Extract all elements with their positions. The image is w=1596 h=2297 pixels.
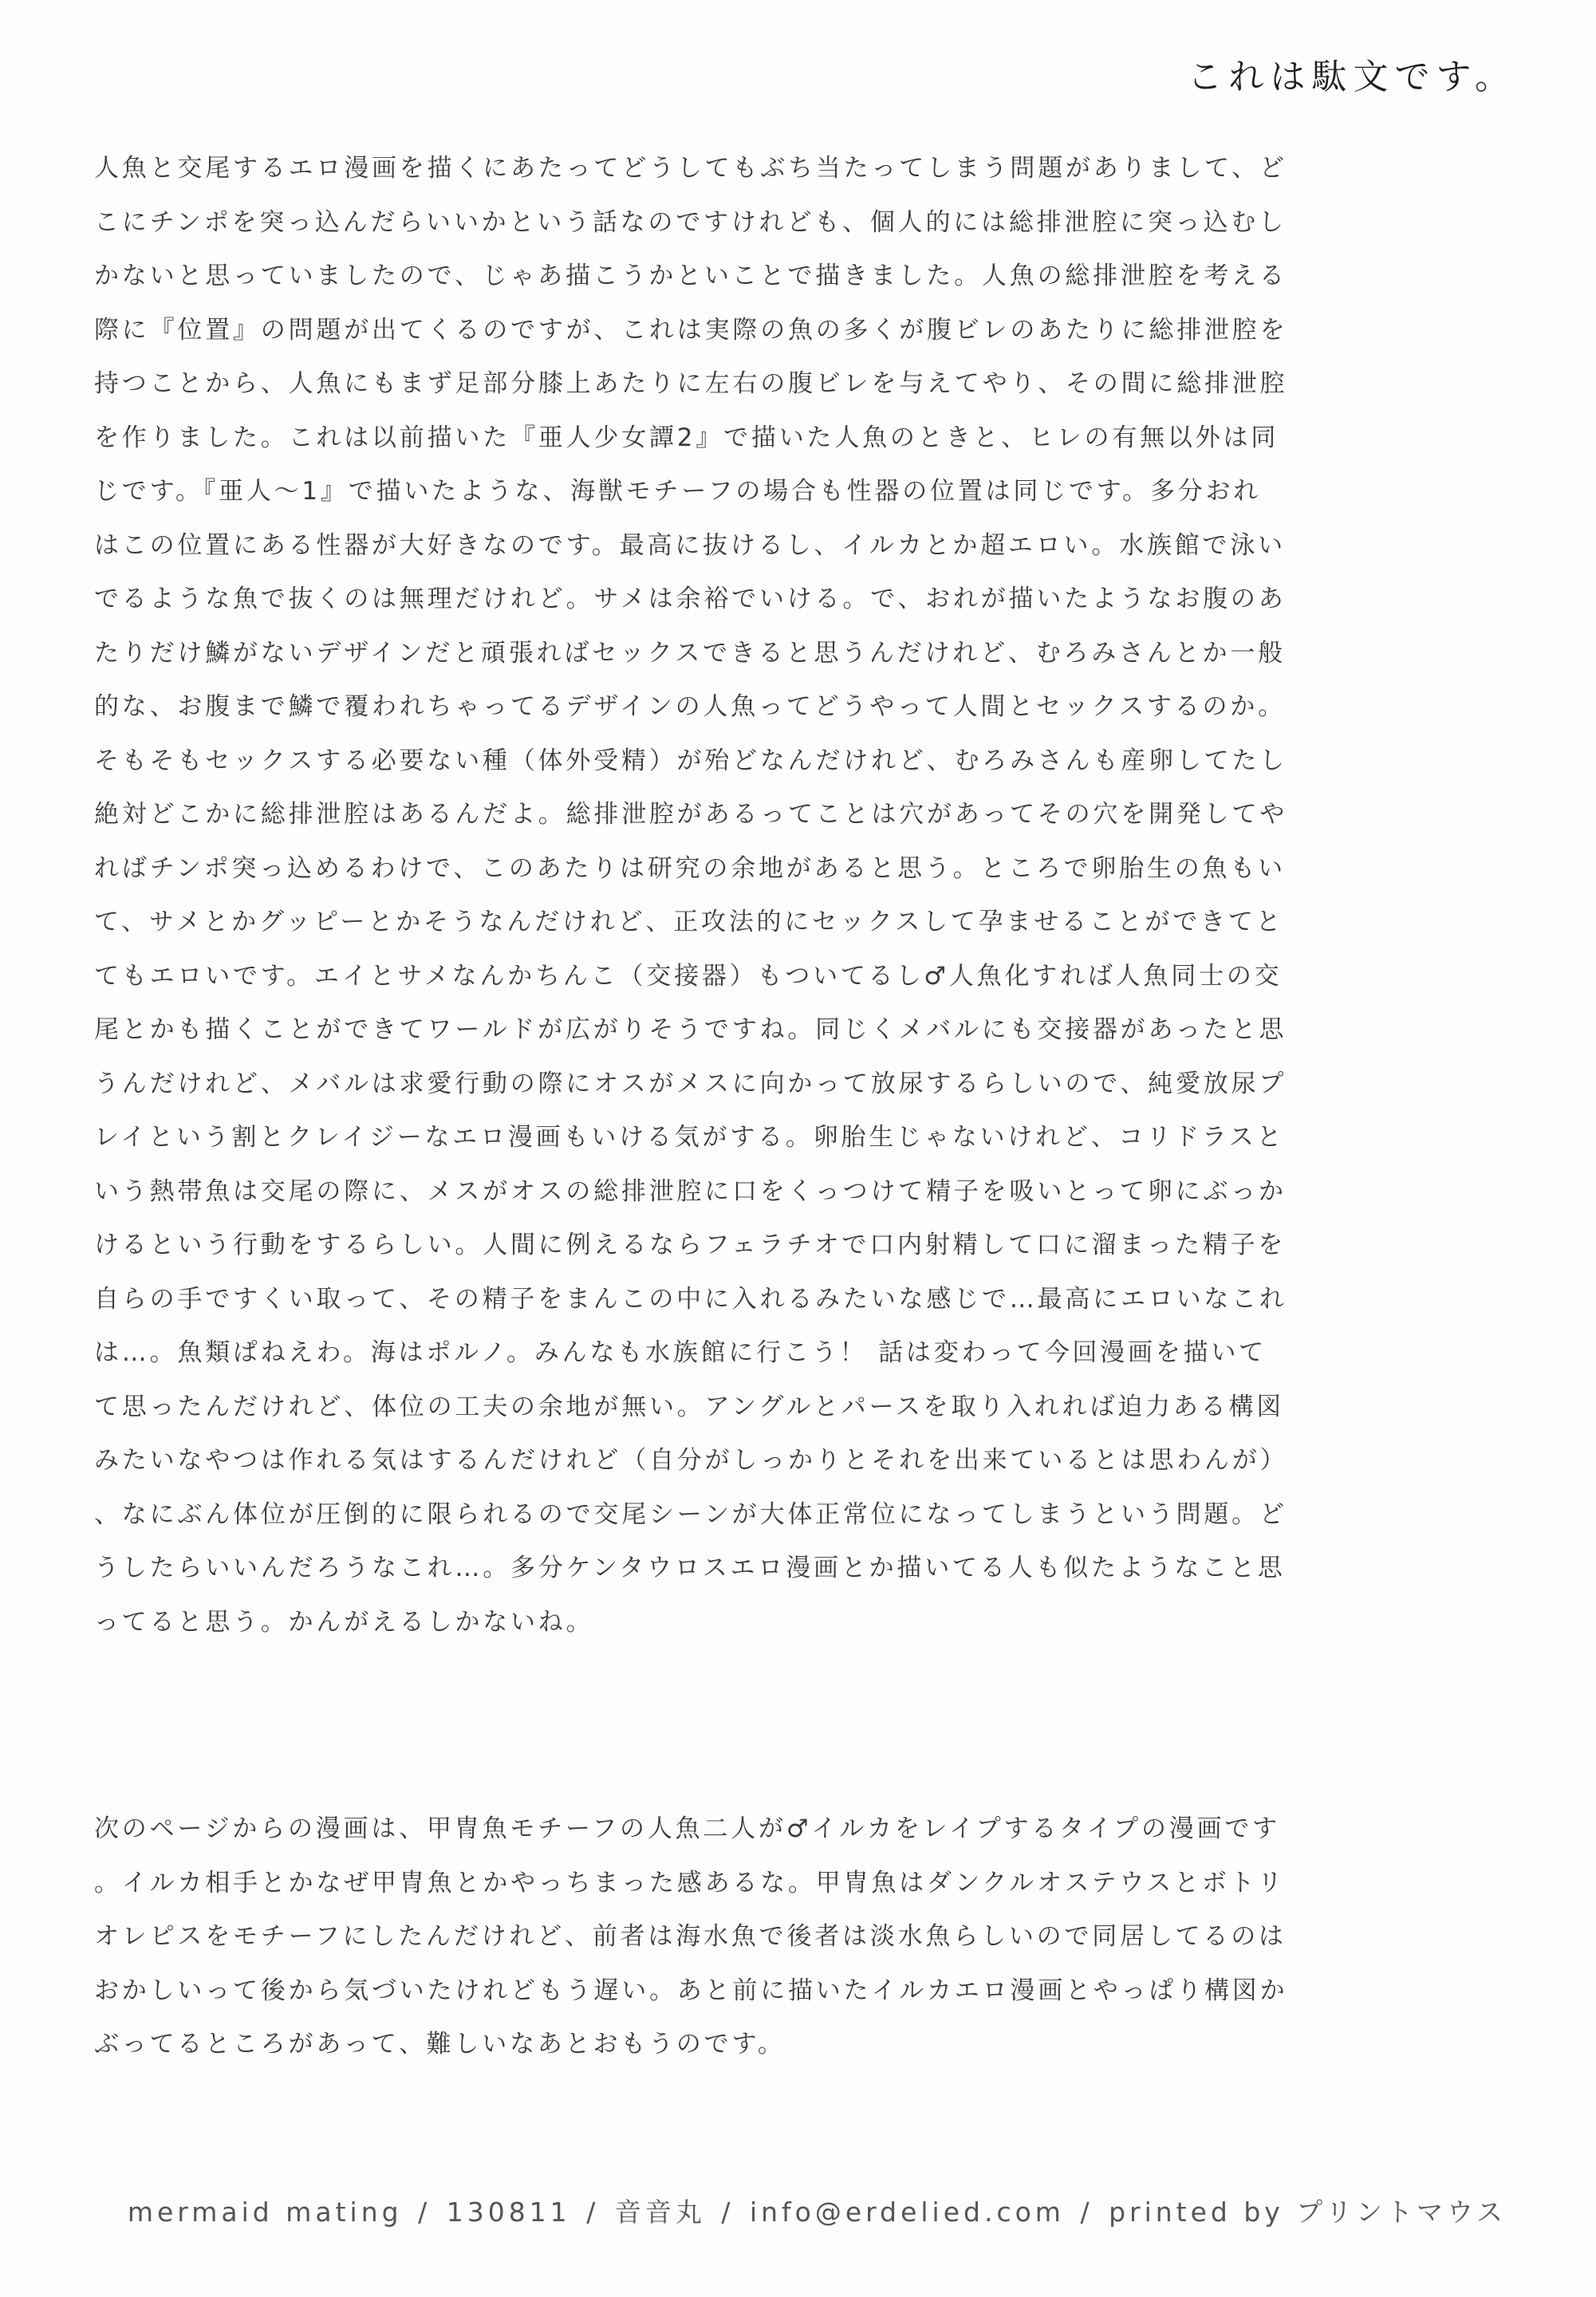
footer-title: mermaid mating: [127, 2197, 403, 2228]
text-line: オレピスをモチーフにしたんだけれど、前者は海水魚で後者は淡水魚らしいので同居してるのは: [94, 1922, 1287, 1951]
text-line: 的な、お腹まで鱗で覆われちゃってるデザインの人魚ってどうやって人間とセックスするのか。: [94, 692, 1286, 721]
text-line: 、なにぶん体位が圧倒的に限られるので交尾シーンが大体正常位になってしまうという問題。ど: [94, 1499, 1287, 1529]
text-line: いう熱帯魚は交尾の際に、メスがオスの総排泄腔に口をくっつけて精子を吸いとって卵にぶっか: [94, 1176, 1287, 1206]
text-line: じです。『亜人〜1』で描いたような、海獣モチーフの場合も性器の位置は同じです。多分おれ: [94, 477, 1262, 506]
text-line: そもそもセックスする必要ない種（体外受精）が殆どなんだけれど、むろみさんも産卵してたし: [94, 746, 1288, 775]
text-line: て思ったんだけれど、体位の工夫の余地が無い。アングルとパースを取り入れれば迫力ある構図: [94, 1392, 1285, 1421]
text-line: みたいなやつは作れる気はするんだけれど（自分がしっかりとそれを出来ているとは思わんが）: [94, 1446, 1288, 1475]
text-line: て、サメとかグッピーとかそうなんだけれど、正攻法的にセックスして孕ませることができてと: [94, 908, 1284, 936]
text-line: うしたらいいんだろうなこれ…。多分ケンタウロスエロ漫画とか描いてる人も似たようなこと思: [94, 1554, 1286, 1582]
text-line: かないと思っていましたので、じゃあ描こうかといことで描きました。人魚の総排泄腔を考える: [94, 262, 1287, 290]
footer-date: 130811: [446, 2197, 571, 2228]
text-line: ぶってるところがあって、難しいなあとおもうのです。: [94, 2030, 786, 2059]
text-line: けるという行動をするらしい。人間に例えるならフェラチオで口内射精して口に溜まった精子を: [94, 1231, 1287, 1259]
colophon-footer: [128, 2192, 1507, 2229]
text-line: ればチンポ突っ込めるわけで、このあたりは研究の余地があると思う。ところで卵胎生の魚もい: [94, 853, 1286, 883]
text-line: はこの位置にある性器が大好きなのです。最高に抜けるし、イルカとか超エロい。水族館で泳い: [94, 530, 1286, 560]
text-line: 次のページからの漫画は、甲冑魚モチーフの人魚二人が♂イルカをレイプするタイプの漫画です: [94, 1814, 1280, 1843]
footer-separator: /: [1080, 2197, 1094, 2228]
body-paragraph-1: [94, 142, 1506, 1649]
text-line: おかしいって後から気づいたけれどもう遅い。あと前に描いたイルカエロ漫画とやっぱり構図か: [94, 1976, 1288, 2005]
text-line: 際に『位置』の問題が出てくるのですが、これは実際の魚の多くが腹ビレのあたりに総排泄腔を: [94, 315, 1288, 345]
text-line: こにチンポを突っ込んだらいいかという話なのですけれども、個人的には総排泄腔に突っ込むし: [94, 207, 1287, 237]
text-line: を作りました。これは以前描いた『亜人少女譚2』で描いた人魚のときと、ヒレの有無以外は同: [94, 423, 1279, 452]
footer-email: info@erdelied.com: [749, 2197, 1065, 2228]
text-line: レイという割とクレイジーなエロ漫画もいける気がする。卵胎生じゃないけれど、コリドラスと: [94, 1123, 1285, 1152]
text-line: うんだけれど、メバルは求愛行動の際にオスがメスに向かって放尿するらしいので、純愛放尿プ: [94, 1069, 1287, 1098]
text-line: でるような魚で抜くのは無理だけれど。サメは余裕でいける。で、おれが描いたようなお腹のあ: [94, 585, 1287, 613]
footer-separator: /: [586, 2197, 600, 2228]
footer-separator: /: [721, 2197, 735, 2228]
text-line: たりだけ鱗がないデザインだと頑張ればセックスできると思うんだけれど、むろみさんとか一般: [94, 638, 1286, 668]
footer-separator: /: [418, 2197, 432, 2228]
text-line: 絶対どこかに総排泄腔はあるんだよ。総排泄腔があるってことは穴があってその穴を開発してや: [94, 800, 1288, 829]
text-line: ってると思う。かんがえるしかないね。: [94, 1607, 594, 1637]
footer-printer: printed by プリントマウス: [1109, 2197, 1507, 2228]
page-title: これは駄文です。: [1187, 57, 1516, 97]
text-line: 尾とかも描くことができてワールドが広がりそうですね。同じくメバルにも交接器があったと思: [94, 1015, 1287, 1044]
text-line: 。イルカ相手とかなぜ甲冑魚とかやっちまった感あるな。甲冑魚はダンクルオステウスとボトリ: [94, 1868, 1286, 1897]
text-line: 持つことから、人魚にもまず足部分膝上あたりに左右の腹ビレを与えてやり、その間に総排泄腔: [94, 369, 1288, 398]
text-line: は…。魚類ぱねえわ。海はポルノ。みんなも水族館に行こう！ 話は変わって今回漫画を描いて: [94, 1338, 1267, 1367]
text-line: 人魚と交尾するエロ漫画を描くにあたってどうしてもぶち当たってしまう問題がありまして、ど: [94, 154, 1287, 183]
text-line: 自らの手ですくい取って、その精子をまんこの中に入れるみたいな感じで…最高にエロいなこれ: [94, 1284, 1287, 1314]
text-line: てもエロいです。エイとサメなんかちんこ（交接器）もついてるし♂人魚化すれば人魚同士の交: [94, 961, 1283, 991]
footer-author: 音音丸: [614, 2197, 706, 2228]
body-paragraph-2: [94, 1803, 1506, 2072]
